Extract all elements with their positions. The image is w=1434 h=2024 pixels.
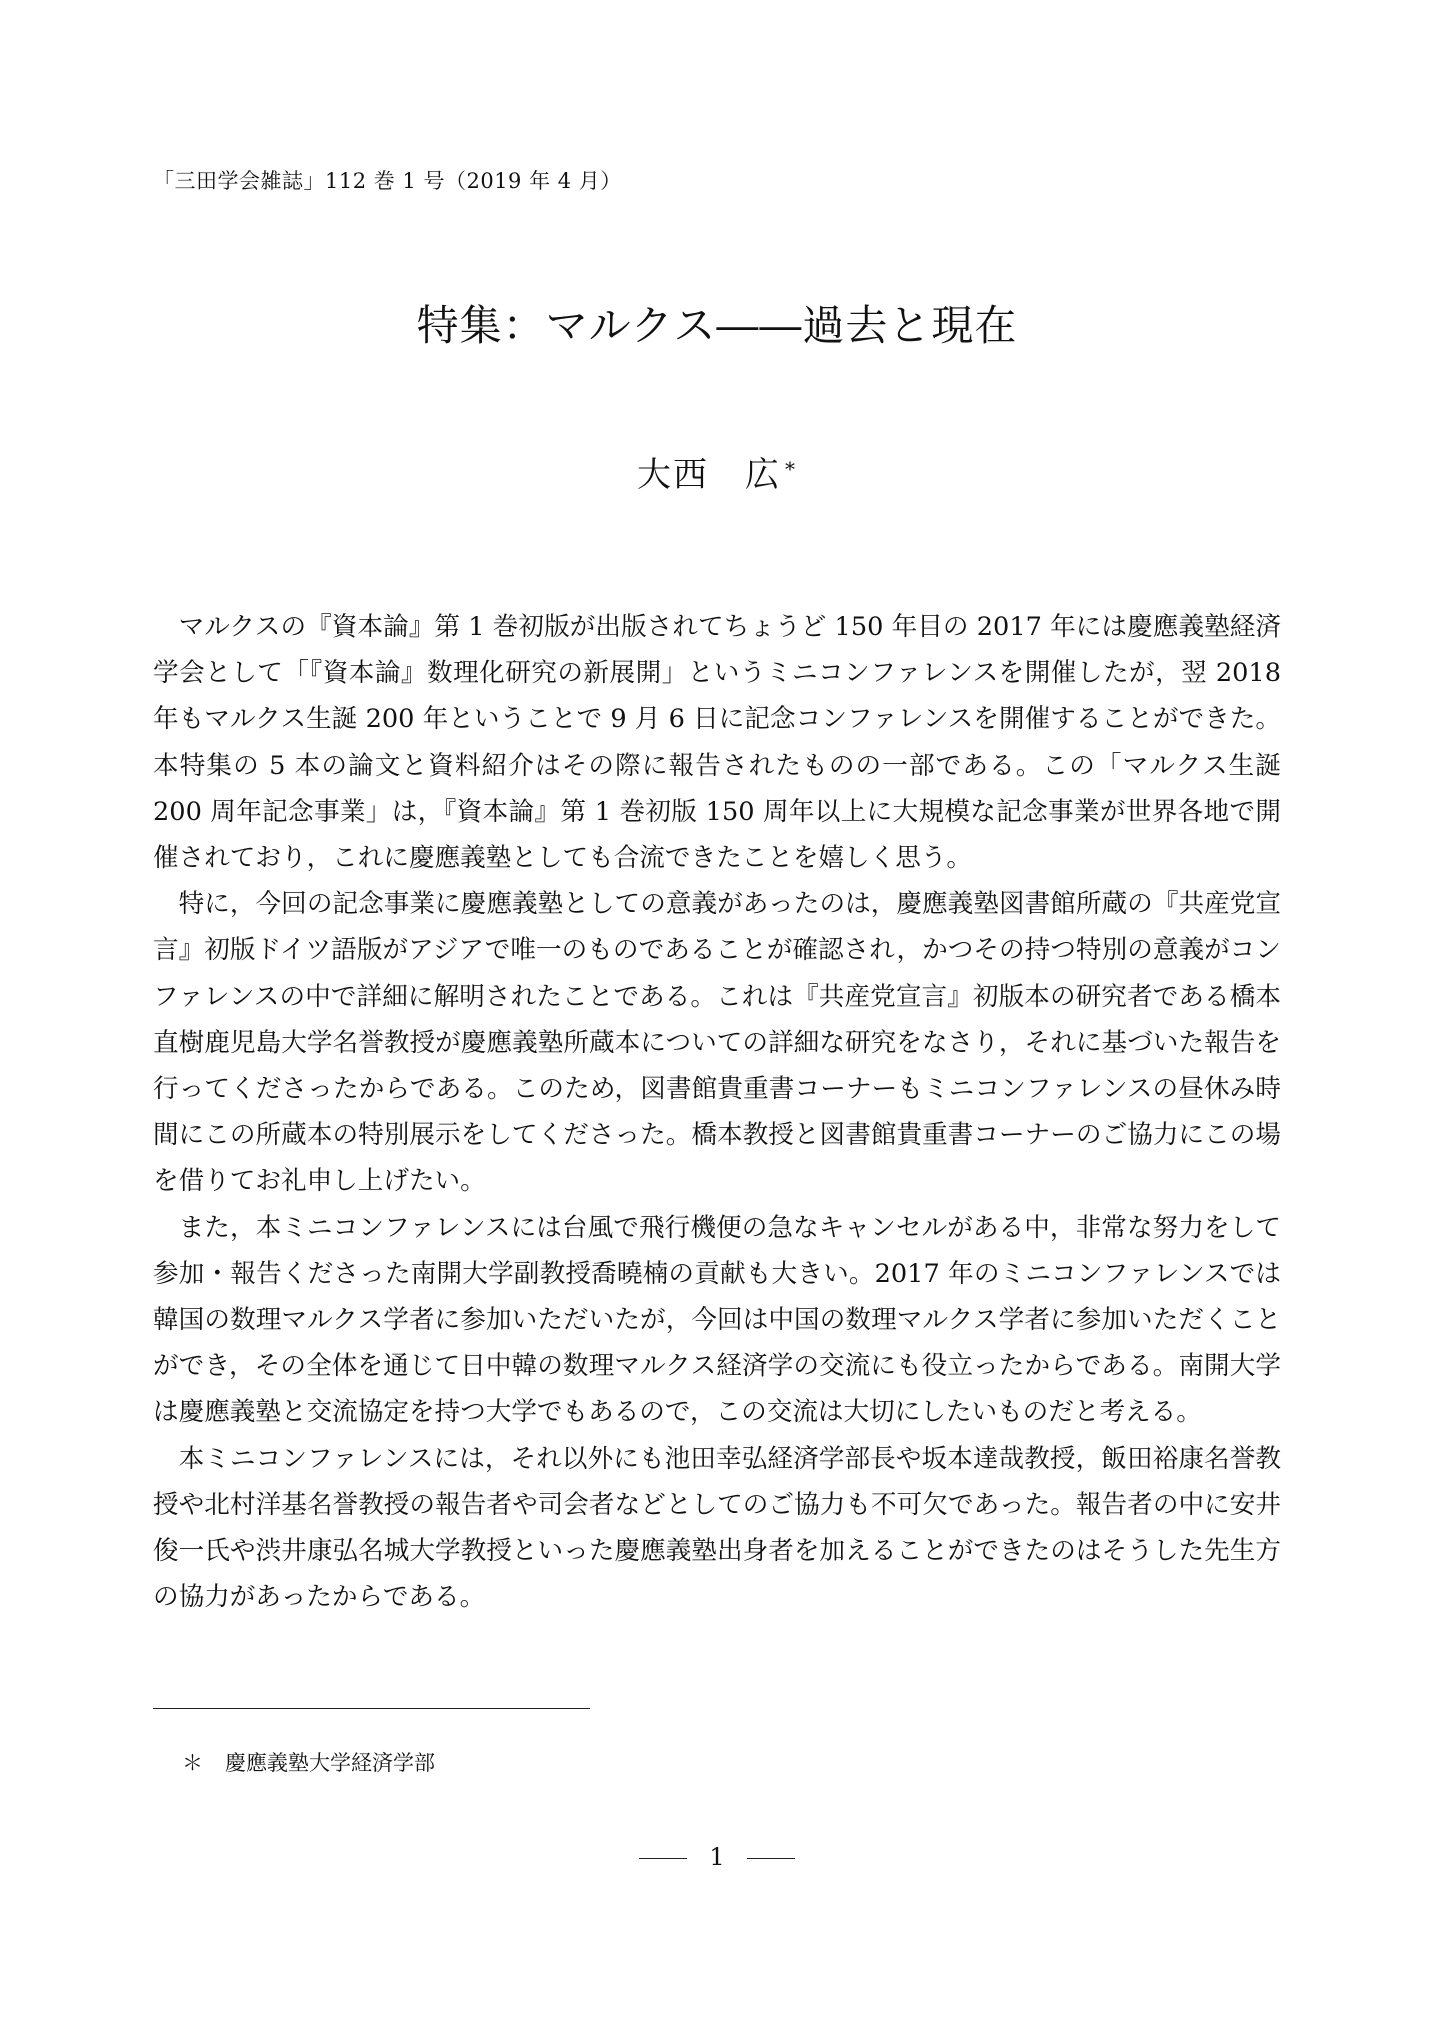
body-paragraph-1: マルクスの『資本論』第 1 巻初版が出版されてちょうど 150 年目の 2017 年には慶應義塾経済学会として「『資本論』数理化研究の新展開」というミニコンファレンスを開催したが，翌 2018 年もマルクス生誕 200 年ということで 9 月 6 日に記念コンファレンスを開催することができた。本特集の 5 本の論文と資料紹介はその際に報告されたものの一部である。この「マルクス生誕 200 周年記念事業」は，『資本論』第 1 巻初版 150 周年以上に大規模な記念事業が世界各地で開催されており，これに慶應義塾としても合流できたことを嬉しく思う。 — [153, 612, 1281, 874]
body-paragraph-2: 特に，今回の記念事業に慶應義塾としての意義があったのは，慶應義塾図書館所蔵の『共産党宣言』初版ドイツ語版がアジアで唯一のものであることが確認され，かつその持つ特別の意義がコンファレンスの中で詳細に解明されたことである。これは『共産党宣言』初版本の研究者である橋本直樹鹿児島大学名誉教授が慶應義塾所蔵本についての詳細な研究をなさり，それに基づいた報告を行ってくださったからである。このため，図書館貴重書コーナーもミニコンファレンスの昼休み時間にこの所蔵本の特別展示をしてくださった。橋本教授と図書館貴重書コーナーのご協力にこの場を借りてお礼申し上げたい。 — [153, 889, 1281, 1197]
author-line — [0, 452, 1434, 498]
footnote-mark: ＊ — [182, 1751, 203, 1775]
footnote-text: 慶應義塾大学経済学部 — [225, 1751, 435, 1775]
article-body — [153, 604, 1281, 1620]
page-number: 1 — [709, 1843, 725, 1871]
footnote-divider — [153, 1708, 590, 1709]
article-title: 特集：マルクス――過去と現在 — [416, 301, 1018, 350]
page-number-right-dash — [747, 1858, 795, 1859]
footnote — [182, 1748, 435, 1778]
page-number-block — [0, 1841, 1434, 1873]
author-name: 大西 広 — [637, 455, 781, 495]
body-paragraph-4: 本ミニコンファレンスには，それ以外にも池田幸弘経済学部長や坂本達哉教授，飯田裕康名誉教授や北村洋基名誉教授の報告者や司会者などとしてのご協力も不可欠であった。報告者の中に安井俊一氏や渋井康弘名城大学教授といった慶應義塾出身者を加えることができたのはそうした先生方の協力があったからである。 — [153, 1443, 1281, 1613]
page-number-left-dash — [639, 1858, 687, 1859]
body-paragraph-3: また，本ミニコンファレンスには台風で飛行機便の急なキャンセルがある中，非常な努力をして参加・報告くださった南開大学副教授喬曉楠の貢献も大きい。2017 年のミニコンファレンスでは韓国の数理マルクス学者に参加いただいたが，今回は中国の数理マルクス学者に参加いただくことができ，その全体を通じて日中韓の数理マルクス経済学の交流にも役立ったからである。南開大学は慶應義塾と交流協定を持つ大学でもあるので，この交流は大切にしたいものだと考える。 — [153, 1212, 1281, 1428]
journal-header: 「三田学会雑誌」112 巻 1 号（2019 年 4 月） — [153, 169, 622, 193]
author-footnote-mark: * — [785, 457, 797, 481]
